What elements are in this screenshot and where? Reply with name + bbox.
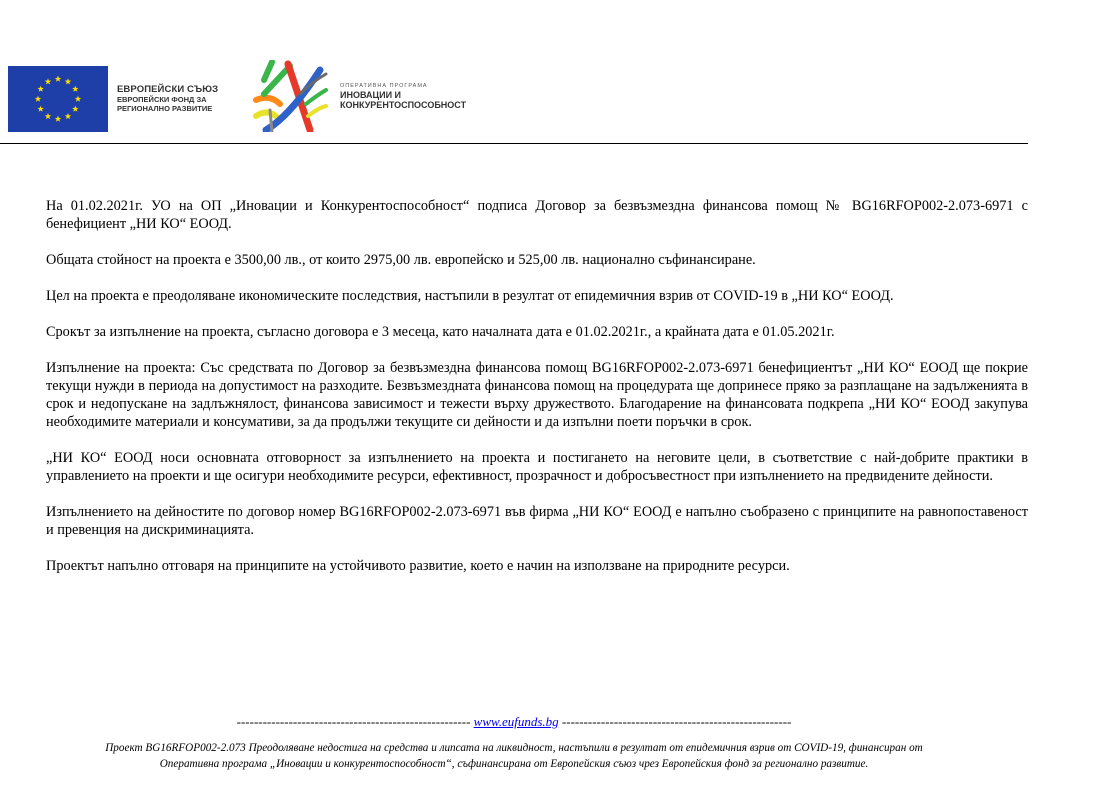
eu-star-icon bbox=[45, 113, 51, 119]
paragraph-equality: Изпълнението на дейностите по договор номер BG16RFOP002-2.073-6971 във фирма „НИ КО“ ЕООД е напълно съобразено с принципите на равнопоставеност и превенция на дискриминацията. bbox=[46, 504, 1028, 538]
eu-star-icon bbox=[37, 86, 43, 92]
eu-flag-icon bbox=[8, 66, 108, 132]
footer-link-row bbox=[0, 713, 1028, 731]
paragraph-goal: Цел на проекта е преодоляване икономическите последствия, настъпили в резултат от епидемичния взрив от COVID-19 в „НИ КО“ ЕООД. bbox=[46, 288, 894, 304]
paragraph-duration: Срокът за изпълнение на проекта, съгласно договора е 3 месеца, като началната дата е 01.02.2021г., а крайната дата е 01.05.2021г. bbox=[46, 324, 835, 340]
eufunds-link[interactable]: www.eufunds.bg bbox=[473, 714, 559, 729]
paragraph-responsibility: „НИ КО“ ЕООД носи основната отговорност за изпълнението на проекта и постигането на неговите цели, в съответствие с най-добрите практики в управлението на проекти и ще осигури необходимите ресурси, ефективност, прозрачност и добросъвестност при изпълнението на предвидените дейности. bbox=[46, 450, 1028, 484]
op-logo bbox=[250, 60, 466, 132]
eu-star-icon bbox=[65, 78, 71, 84]
footer-note-line2: Оперативна програма „Иновации и конкурентоспособност“, съфинансирана от Европейския съюз чрез Европейския фонд за регионално развитие. bbox=[159, 758, 869, 770]
op-logo-text bbox=[340, 82, 466, 110]
footer-note-line1: Проект BG16RFOP002-2.073 Преодоляване недостига на средства и липсата на ликвидност, настъпили в резултат от епидемичния взрив от COVID-19, финансиран от bbox=[105, 742, 923, 754]
eu-star-icon bbox=[35, 96, 41, 102]
footer-dashes-right: ----------------------------------------------------- bbox=[561, 714, 792, 729]
op-mark-icon bbox=[250, 60, 328, 132]
paragraph-contract: На 01.02.2021г. УО на ОП „Иновации и Конкурентоспособност“ подписа Договор за безвъзмездна финансова помощ № BG16RFOP002-2.073-6971 с бенефициент „НИ КО“ ЕООД. bbox=[46, 198, 1028, 232]
page-header bbox=[0, 0, 1028, 144]
eu-star-icon bbox=[72, 106, 78, 112]
eu-fund-line1: ЕВРОПЕЙСКИ ФОНД ЗА bbox=[117, 95, 207, 104]
eu-logo-text bbox=[117, 85, 218, 113]
eu-star-icon bbox=[37, 106, 43, 112]
eu-star-icon bbox=[72, 86, 78, 92]
op-name-line2: КОНКУРЕНТОСПОСОБНОСТ bbox=[340, 100, 467, 110]
eu-star-icon bbox=[55, 116, 61, 122]
paragraph-total-value: Общата стойност на проекта е 3500,00 лв., от които 2975,00 лв. европейско и 525,00 лв. национално съфинансиране. bbox=[46, 252, 756, 268]
eu-star-icon bbox=[65, 113, 71, 119]
eu-star-icon bbox=[55, 76, 61, 82]
eu-logo bbox=[8, 66, 218, 132]
op-program-label: ОПЕРАТИВНА ПРОГРАМА bbox=[340, 83, 428, 89]
eu-star-icon bbox=[75, 96, 81, 102]
eu-title: ЕВРОПЕЙСКИ СЪЮЗ bbox=[117, 84, 219, 95]
op-name-line1: ИНОВАЦИИ И bbox=[340, 90, 402, 100]
eu-fund-line2: РЕГИОНАЛНО РАЗВИТИЕ bbox=[117, 104, 213, 113]
eu-star-icon bbox=[45, 78, 51, 84]
paragraph-implementation: Изпълнение на проекта: Със средствата по Договор за безвъзмездна финансова помощ BG16RFOP002-2.073-6971 бенефициентът „НИ КО“ ЕООД ще покрие текущи нужди в периода на допустимост на разходите. Безвъзмездната финансова помощ на процедурата ще допринесе пряко за разплащане на задълженията в срок и недопускане на задлъжнялост, финансова зависимост и тежести върху дружеството. Благодарение на финансовата подкрепа „НИ КО“ ЕООД закупува необходимите материали и консумативи, за да продължи текущите си дейности и да изпълни поети поръчки в срок. bbox=[46, 360, 1028, 430]
footer-project-note bbox=[0, 740, 1028, 772]
paragraph-sustainability: Проектът напълно отговаря на принципите на устойчивото развитие, което е начин на използване на природните ресурси. bbox=[46, 558, 790, 574]
footer-dashes-left: ------------------------------------------------------ bbox=[236, 714, 471, 729]
article-body bbox=[46, 197, 1028, 593]
